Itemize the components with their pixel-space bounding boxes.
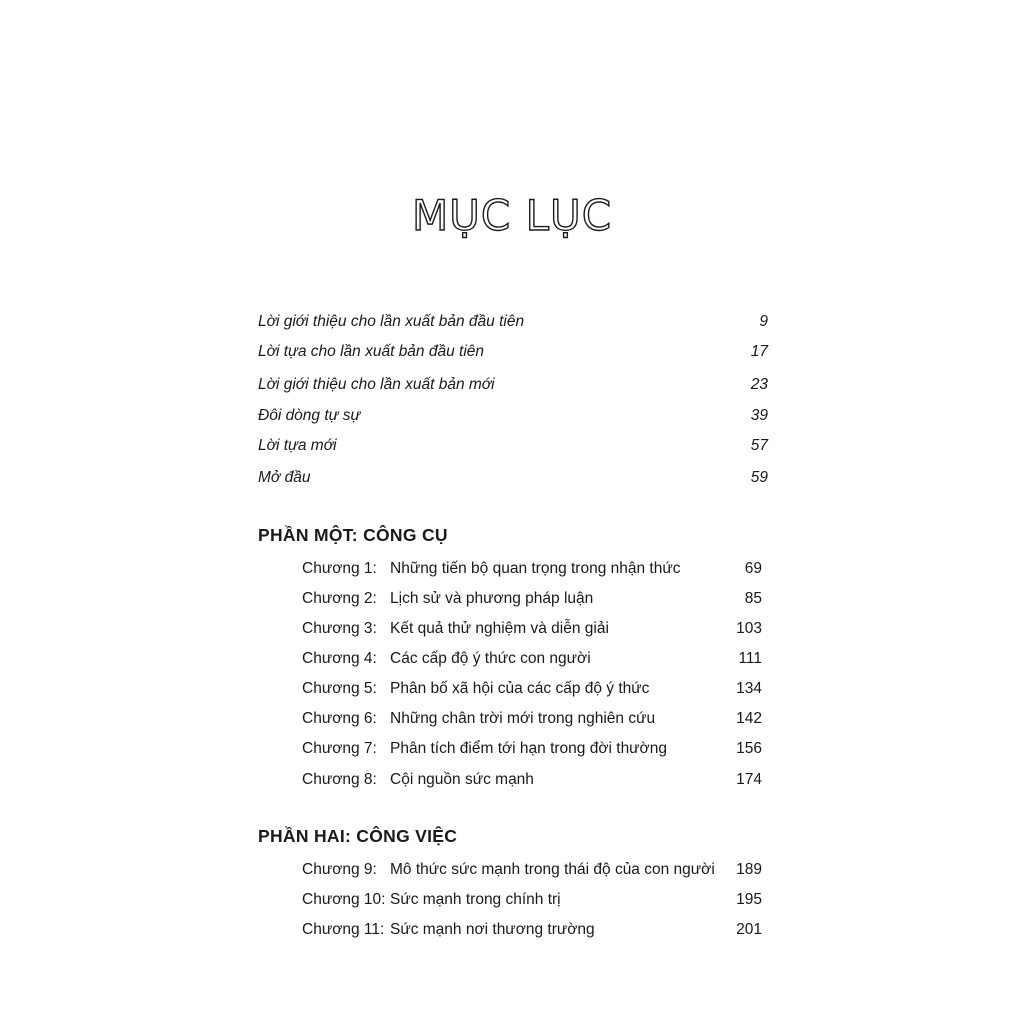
chapter-row [302,617,762,641]
chapter-row [302,707,762,731]
chapter-page: 142 [736,710,762,727]
chapter-label: Chương 4: [302,650,377,667]
front-matter-title: Lời tựa cho lần xuất bản đầu tiên [258,343,485,360]
front-matter-page: 17 [750,343,768,360]
front-matter-title: Lời giới thiệu cho lần xuất bản đầu tiên [258,313,525,330]
page-title: MỤC LỤC [411,191,613,240]
chapter-label: Chương 8: [302,771,377,788]
chapter-title: Mô thức sức mạnh trong thái độ của con người [390,861,715,878]
chapter-page: 201 [736,921,762,938]
chapter-title: Cội nguồn sức mạnh [390,771,534,788]
chapter-label: Chương 10: [302,891,386,908]
chapter-label: Chương 11: [302,921,385,938]
chapter-label: Chương 7: [302,740,377,757]
chapter-label: Chương 9: [302,861,377,878]
chapter-page: 103 [736,620,762,637]
chapter-title: Sức mạnh trong chính trị [390,891,561,908]
front-matter-item [258,340,768,364]
front-matter-page: 23 [750,376,768,393]
chapter-page: 156 [736,740,762,757]
chapter-page: 134 [736,680,762,697]
chapter-row [302,677,762,701]
chapter-label: Chương 5: [302,680,377,697]
front-matter-item [258,404,768,428]
chapter-title: Kết quả thử nghiệm và diễn giải [390,620,609,637]
chapter-title: Các cấp độ ý thức con người [390,650,591,667]
chapter-page: 111 [738,650,762,667]
front-matter-item [258,434,768,458]
front-matter-page: 39 [750,407,768,424]
part-heading: PHẦN HAI: CÔNG VIỆC [258,826,458,846]
chapter-label: Chương 2: [302,590,377,607]
chapter-page: 174 [736,771,762,788]
chapter-page: 195 [736,891,762,908]
front-matter-item [258,466,768,490]
chapter-label: Chương 1: [302,560,377,577]
front-matter-title: Mở đầu [258,469,311,486]
chapter-row [302,557,762,581]
chapter-row [302,737,762,761]
chapter-page: 189 [736,861,762,878]
front-matter-item [258,373,768,397]
chapter-page: 69 [744,560,762,577]
chapter-label: Chương 6: [302,710,377,727]
front-matter-page: 59 [750,469,768,486]
front-matter-title: Lời giới thiệu cho lần xuất bản mới [258,376,495,393]
part-heading: PHẦN MỘT: CÔNG CỤ [258,525,448,545]
chapter-title: Phân tích điểm tới hạn trong đời thường [390,740,667,757]
chapter-title: Phân bố xã hội của các cấp độ ý thức [390,680,650,697]
chapter-row [302,587,762,611]
chapter-row [302,768,762,792]
chapter-title: Sức mạnh nơi thương trường [390,921,595,938]
chapter-title: Những chân trời mới trong nghiên cứu [390,710,656,727]
chapter-title: Những tiến bộ quan trọng trong nhận thức [390,560,681,577]
front-matter-page: 57 [750,437,768,454]
front-matter-page: 9 [759,313,768,330]
chapter-row [302,647,762,671]
chapter-row [302,858,762,882]
chapter-row [302,918,762,942]
chapter-page: 85 [744,590,762,607]
chapter-title: Lịch sử và phương pháp luận [390,590,594,607]
chapter-row [302,888,762,912]
chapter-label: Chương 3: [302,620,377,637]
front-matter-title: Đôi dòng tự sự [258,407,361,424]
front-matter-title: Lời tựa mới [258,437,337,454]
front-matter-item [258,310,768,334]
